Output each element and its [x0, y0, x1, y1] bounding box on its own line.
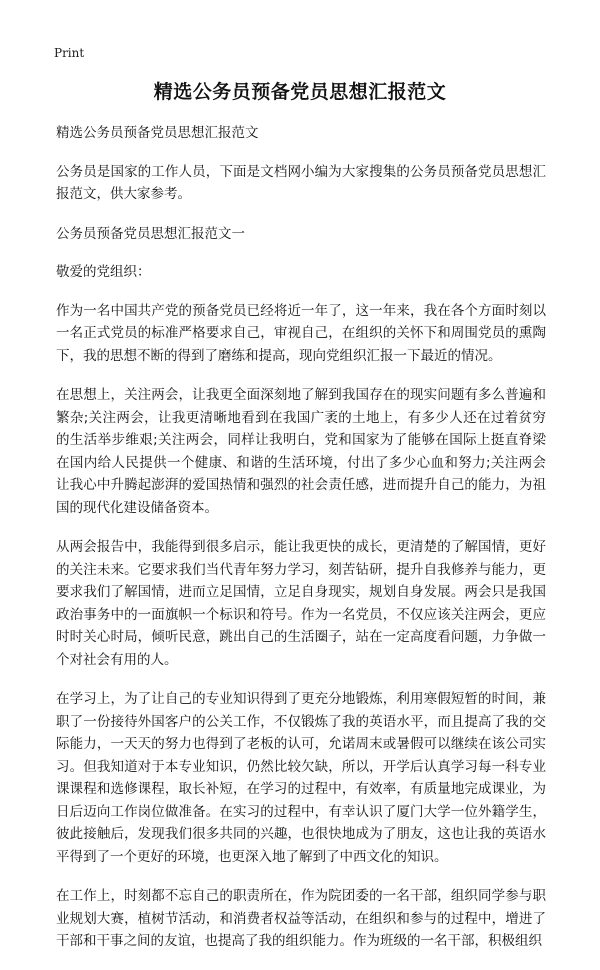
paragraph-body: 在工作上，时刻都不忘自己的职责所在，作为院团委的一名干部，组织同学参与职业规划大赛，植树节活动，和消费者权益等活动，在组织和参与的过程中，增进了干部和干事之间的友谊，也提高了我的组织能力。作为班级的一名干部，积极组织 — [56, 888, 546, 949]
paragraph-body: 在学习上，为了让自己的专业知识得到了更充分地锻炼，利用寒假短暂的时间，兼职了一份接待外国客户的公关工作，不仅锻炼了我的英语水平，而且提高了我的交际能力，一天天的努力也得到了老板的认可，允诺周末或暑假可以继续在该公司实习。但我知道对于本专业知识，仍然比较欠缺，所以，开学后认真学习每一科专业课课程和选修课程，取长补短，在学习的过程中，有效率，有质量地完成课业，为日后迈向工作岗位做准备。在实习的过程中，有幸认识了厦门大学一位外籍学生，彼此接触后，发现我们很多共同的兴趣，也很快地成为了朋友，这也让我的英语水平得到了一个更好的环境，也更深入地了解到了中西文化的知识。 — [56, 691, 546, 865]
paragraph-section-heading: 公务员预备党员思想汇报范文一 — [56, 225, 245, 242]
document-title: 精选公务员预备党员思想汇报范文 — [153, 81, 447, 103]
paragraph-body: 作为一名中国共产党的预备党员已经将近一年了，这一年来，我在各个方面时刻以一名正式党员的标准严格要求自己，审视自己，在组织的关怀下和周围党员的熏陶下，我的思想不断的得到了磨练和提高，现向党组织汇报一下最近的情况。 — [56, 302, 546, 364]
print-link[interactable]: Print — [54, 46, 85, 60]
paragraph-salutation: 敬爱的党组织： — [56, 264, 151, 280]
paragraph-body: 从两会报告中，我能得到很多启示，能让我更快的成长，更清楚的了解国情，更好的关注未来。它要求我们当代青年努力学习，刻苦钻研，提升自我修养与能力，更要求我们了解国情，进而立足国情，立足自身现实，规划自身发展。两会只是我国政治事务中的一面旗帜一个标识和符号。作为一名党员，不仅应该关注两会，更应时时关心时局，倾听民意，跳出自己的生活圈子，站在一定高度看问题，力争做一个对社会有用的人。 — [56, 539, 546, 668]
paragraph-subtitle: 精选公务员预备党员思想汇报范文 — [56, 125, 259, 141]
paragraph-intro: 公务员是国家的工作人员，下面是文档网小编为大家搜集的公务员预备党员思想汇报范文，供大家参考。 — [56, 163, 546, 202]
paragraph-body: 在思想上，关注两会，让我更全面深刻地了解到我国存在的现实问题有多么普遍和繁杂;关注两会，让我更清晰地看到在我国广袤的土地上，有多少人还在过着贫穷的生活举步维艰;关注两会，同样让我明白，党和国家为了能够在国际上挺直脊梁在国内给人民提供一个健康、和谐的生活环境，付出了多少心血和努力;关注两会让我心中升腾起澎湃的爱国热情和强烈的社会责任感，进而提升自己的能力，为祖国的现代化建设储备资本。 — [56, 387, 546, 516]
document-body — [56, 122, 546, 970]
